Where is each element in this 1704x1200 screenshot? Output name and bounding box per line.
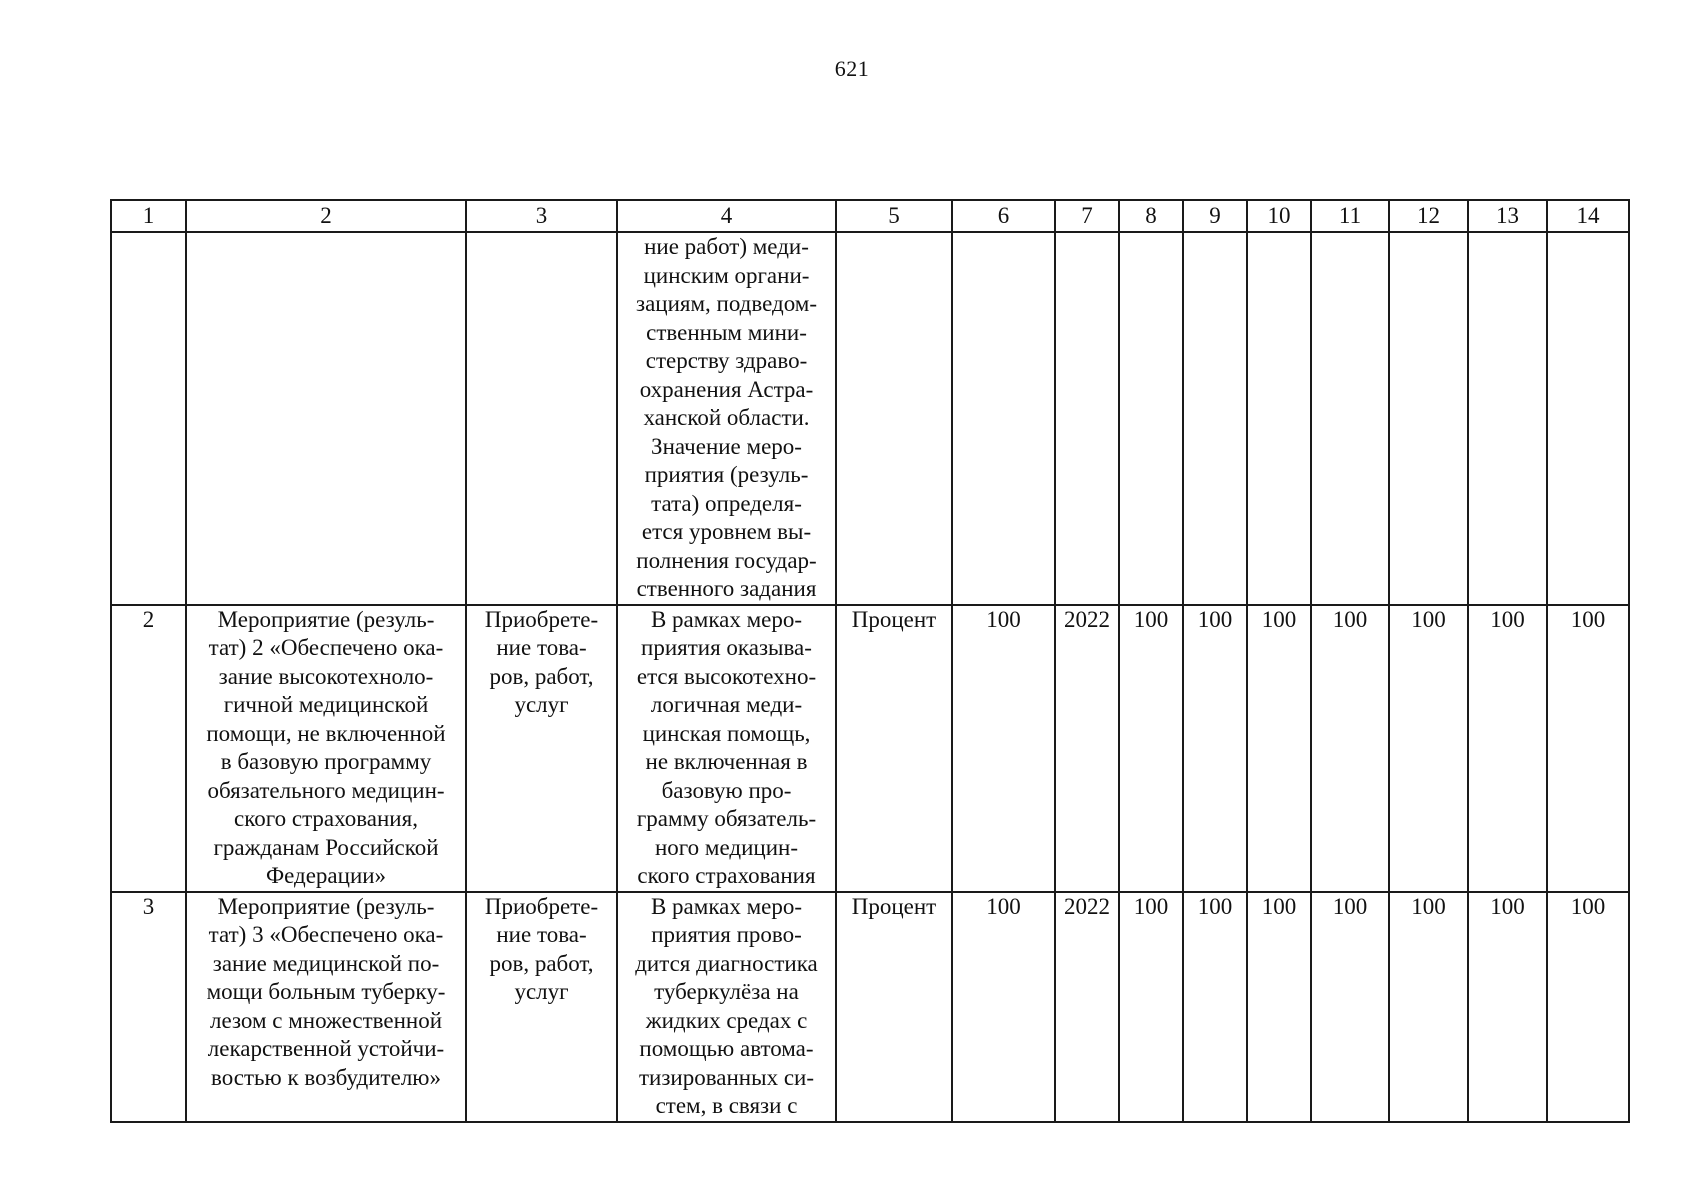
table-cell-year: 2022 (1055, 605, 1119, 892)
table-cell (1547, 232, 1629, 605)
column-header-10: 10 (1247, 200, 1311, 232)
table-cell-value: 100 (1119, 892, 1183, 1122)
table-cell (1468, 232, 1547, 605)
column-header-1: 1 (111, 200, 186, 232)
table-cell (1119, 232, 1183, 605)
table-cell-year: 2022 (1055, 892, 1119, 1122)
column-header-6: 6 (952, 200, 1055, 232)
table-cell-number: 2 (111, 605, 186, 892)
column-header-13: 13 (1468, 200, 1547, 232)
table-cell-value: 100 (1311, 605, 1389, 892)
table-row-2 (111, 605, 1629, 892)
table-cell-value: 100 (1389, 605, 1468, 892)
table-cell-value: 100 (952, 605, 1055, 892)
column-header-5: 5 (836, 200, 952, 232)
table-cell-measure-name: Мероприятие (резуль- тат) 2 «Обеспечено ока- зание высокотехноло- гичной медицинской помощи, не включенной в базовую программу обязательного медицин- ского страхования, гражданам Российской Федерации» (186, 605, 466, 892)
table-cell-description: В рамках меро- приятия оказыва- ется высокотехно- логичная меди- цинская помощь, не включенная в базовую про- грамму обязатель- ного медицин- ского страхования (617, 605, 836, 892)
table-cell-number: 3 (111, 892, 186, 1122)
table-cell (1247, 232, 1311, 605)
table-cell (836, 232, 952, 605)
column-header-2: 2 (186, 200, 466, 232)
column-header-8: 8 (1119, 200, 1183, 232)
column-header-12: 12 (1389, 200, 1468, 232)
column-header-14: 14 (1547, 200, 1629, 232)
table-cell-value: 100 (1119, 605, 1183, 892)
table-cell (1311, 232, 1389, 605)
table-cell-value: 100 (1247, 892, 1311, 1122)
table-row-3 (111, 892, 1629, 1122)
table-cell-type: Приобрете- ние това- ров, работ, услуг (466, 605, 617, 892)
table-cell (111, 232, 186, 605)
table-cell-value: 100 (1468, 605, 1547, 892)
table-cell (1183, 232, 1247, 605)
table-row-continuation (111, 232, 1629, 605)
table-cell (952, 232, 1055, 605)
table-cell-value: 100 (1547, 605, 1629, 892)
measures-table (110, 199, 1630, 1123)
table-cell-value: 100 (1183, 892, 1247, 1122)
table-cell-description: В рамках меро- приятия прово- дится диагностика туберкулёза на жидких средах с помощью автома- тизированных си- стем, в связи с (617, 892, 836, 1122)
table-cell-unit: Процент (836, 892, 952, 1122)
table-cell-value: 100 (1468, 892, 1547, 1122)
column-header-9: 9 (1183, 200, 1247, 232)
column-header-4: 4 (617, 200, 836, 232)
table-cell-value: 100 (1247, 605, 1311, 892)
table-cell (466, 232, 617, 605)
page-number: 621 (834, 56, 870, 81)
table-cell-description: ние работ) меди- цинским органи- зациям, подведом- ственным мини- стерству здраво- охранения Астра- ханской области. Значение меро- приятия (резуль- тата) определя- ется уровнем вы- полнения государ- ственного задания (617, 232, 836, 605)
table-cell-unit: Процент (836, 605, 952, 892)
table-cell (186, 232, 466, 605)
table-cell-value: 100 (1547, 892, 1629, 1122)
table-header-row (111, 200, 1629, 232)
column-header-7: 7 (1055, 200, 1119, 232)
table-cell-type: Приобрете- ние това- ров, работ, услуг (466, 892, 617, 1122)
column-header-3: 3 (466, 200, 617, 232)
table-cell-measure-name: Мероприятие (резуль- тат) 3 «Обеспечено ока- зание медицинской по- мощи больным туберку- лезом с множественной лекарственной устойчи- востью к возбудителю» (186, 892, 466, 1122)
table-cell (1389, 232, 1468, 605)
table-cell-value: 100 (1389, 892, 1468, 1122)
column-header-11: 11 (1311, 200, 1389, 232)
table-cell-value: 100 (952, 892, 1055, 1122)
table-cell-value: 100 (1183, 605, 1247, 892)
table-cell (1055, 232, 1119, 605)
table-cell-value: 100 (1311, 892, 1389, 1122)
